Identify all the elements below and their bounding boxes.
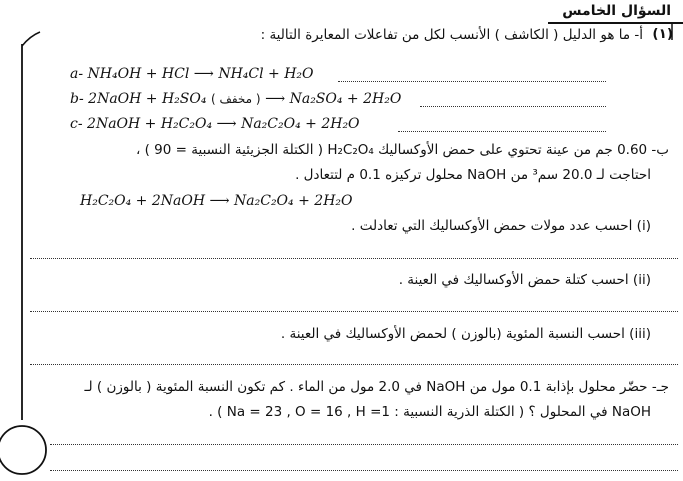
reaction-left: 2NaOH + H₂C₂O₄ bbox=[87, 116, 213, 132]
reaction-c bbox=[70, 116, 360, 132]
reaction-right: Na₂SO₄ + 2H₂O bbox=[289, 91, 402, 107]
answer-line bbox=[30, 258, 678, 259]
answer-line bbox=[338, 81, 606, 82]
part-b-equation: H₂C₂O₄ + 2NaOH ⟶ Na₂C₂O₄ + 2H₂O bbox=[80, 193, 353, 209]
part-b-line2: احتاجت لـ 20.0 سم³ من NaOH محلول تركيزه 0.1 م لتتعادل . bbox=[295, 167, 651, 183]
section-title: السؤال الخامس bbox=[562, 3, 671, 19]
part-c-line1: جـ- حضّر محلول بإذابة 0.1 مول من NaOH في 2.0 مول من الماء . كم تكون النسبة المئوية ( بالوزن ) لـ bbox=[84, 379, 669, 395]
answer-line bbox=[30, 311, 678, 312]
reaction-a bbox=[70, 66, 314, 82]
answer-line bbox=[50, 444, 678, 445]
reaction-label: a- bbox=[70, 66, 84, 82]
answer-line bbox=[420, 106, 606, 107]
answer-line bbox=[30, 364, 678, 365]
answer-line bbox=[50, 470, 678, 471]
reaction-right: NH₄Cl + H₂O bbox=[218, 66, 314, 82]
reaction-left: 2NaOH + H₂SO₄ bbox=[88, 91, 207, 107]
reaction-arrow: ⟶ bbox=[216, 116, 237, 132]
reaction-right: Na₂C₂O₄ + 2H₂O bbox=[241, 116, 360, 132]
answer-line bbox=[398, 131, 606, 132]
reaction-label: c- bbox=[70, 116, 83, 132]
question-number: (١) bbox=[652, 26, 673, 42]
reaction-b bbox=[70, 91, 401, 107]
part-a-stem: أ- ما هو الدليل ( الكاشف ) الأنسب لكل من تفاعلات المعايرة التالية : bbox=[260, 27, 643, 43]
reaction-note: ( مخفف ) bbox=[210, 92, 261, 106]
reaction-arrow: ⟶ bbox=[193, 66, 214, 82]
reaction-label: b- bbox=[70, 91, 84, 107]
part-b-line1: ب- 0.60 جم من عينة تحتوي على حمض الأوكساليك H₂C₂O₄ ( الكتلة الجزيئية النسبية = 90 ) ، bbox=[135, 142, 669, 158]
reaction-left: NH₄OH + HCl bbox=[87, 66, 190, 82]
sub-question-iii: (iii) احسب النسبة المئوية (بالوزن ) لحمض الأوكساليك في العينة . bbox=[280, 326, 651, 342]
sub-question-ii: (ii) احسب كتلة حمض الأوكساليك في العينة . bbox=[398, 272, 651, 288]
part-c-line2: NaOH في المحلول ؟ ( الكتلة الذرية النسبية : Na = 23 , O = 16 , H =1 ) . bbox=[208, 404, 651, 420]
sub-question-i: (i) احسب عدد مولات حمض الأوكساليك التي تعادلت . bbox=[351, 218, 651, 234]
reaction-arrow: ⟶ bbox=[265, 91, 286, 107]
